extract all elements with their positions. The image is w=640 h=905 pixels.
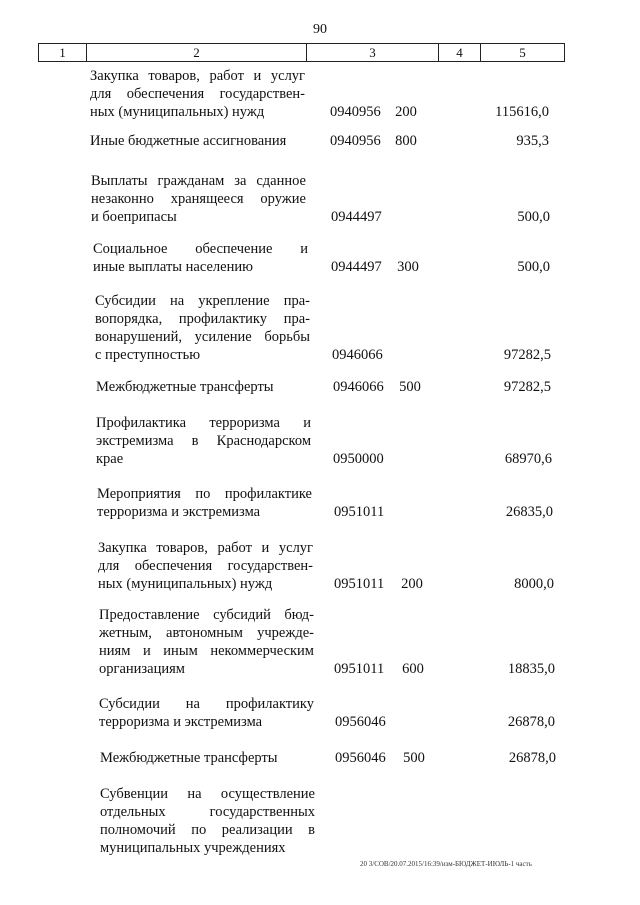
row-expense-type: 200 bbox=[395, 104, 417, 120]
description-line: и боеприпасы bbox=[91, 209, 177, 225]
row-code: 0951011 bbox=[334, 504, 385, 520]
row-expense-type: 300 bbox=[397, 259, 419, 275]
row-description bbox=[98, 539, 313, 593]
row-code: 0950000 bbox=[333, 451, 384, 467]
description-line: ниям и иным некоммерческим bbox=[99, 643, 314, 659]
description-line: Субсидии на профилактику bbox=[99, 696, 314, 712]
row-description bbox=[90, 67, 305, 121]
row-amount: 97282,5 bbox=[503, 379, 551, 395]
table-row bbox=[0, 485, 640, 521]
row-description bbox=[96, 414, 311, 468]
row-amount: 500,0 bbox=[517, 259, 550, 275]
row-code: 0956046 bbox=[335, 714, 386, 730]
row-description bbox=[96, 378, 311, 396]
description-line: ных (муниципальных) нужд bbox=[98, 576, 273, 592]
row-expense-type: 200 bbox=[401, 576, 423, 592]
table-row bbox=[0, 749, 640, 767]
description-line: жетным, автономным учрежде- bbox=[99, 625, 314, 641]
description-line: полномочий по реализации в bbox=[100, 822, 315, 838]
row-amount: 68970,6 bbox=[504, 451, 552, 467]
row-amount: 97282,5 bbox=[503, 347, 551, 363]
table-row bbox=[0, 695, 640, 731]
description-line: Межбюджетные трансферты bbox=[96, 379, 274, 395]
row-expense-type: 500 bbox=[403, 750, 425, 766]
description-line: терроризма и экстремизма bbox=[97, 504, 261, 520]
row-expense-type: 800 bbox=[395, 133, 417, 149]
description-line: Межбюджетные трансферты bbox=[100, 750, 278, 766]
row-description bbox=[95, 292, 310, 364]
table-row bbox=[0, 606, 640, 678]
row-expense-type: 600 bbox=[402, 661, 424, 677]
row-amount: 8000,0 bbox=[514, 576, 554, 592]
row-expense-type: 500 bbox=[399, 379, 421, 395]
description-line: муниципальных учреждениях bbox=[100, 840, 286, 856]
description-line: экстремизма в Краснодарском bbox=[96, 433, 311, 449]
description-line: Иные бюджетные ассигнования bbox=[90, 133, 287, 149]
row-description bbox=[100, 785, 315, 857]
row-code: 0951011 bbox=[334, 661, 385, 677]
row-code: 0940956 bbox=[330, 104, 381, 120]
header-col-2: 2 bbox=[87, 44, 307, 61]
description-line: иные выплаты населению bbox=[93, 259, 253, 275]
description-line: Социальное обеспечение и bbox=[93, 241, 308, 257]
row-code: 0940956 bbox=[330, 133, 381, 149]
description-line: с преступностью bbox=[95, 347, 201, 363]
table-row bbox=[0, 378, 640, 396]
row-amount: 115616,0 bbox=[495, 104, 549, 120]
page-number: 90 bbox=[313, 22, 327, 37]
row-description bbox=[91, 172, 306, 226]
description-line: Выплаты гражданам за сданное bbox=[91, 173, 306, 189]
row-code: 0944497 bbox=[331, 209, 382, 225]
row-amount: 26878,0 bbox=[508, 750, 556, 766]
description-line: для обеспечения государствен- bbox=[90, 86, 305, 102]
description-line: крае bbox=[96, 451, 124, 467]
table-row bbox=[0, 240, 640, 276]
row-amount: 26878,0 bbox=[507, 714, 555, 730]
description-line: Мероприятия по профилактике bbox=[97, 486, 312, 502]
description-line: вопорядка, профилактику пра- bbox=[95, 311, 310, 327]
footer-stamp: 20 3/СОВ/20.07.2015/16:39/изм-БЮДЖЕТ-ИЮЛЬ-1 часть bbox=[360, 860, 532, 868]
table-row bbox=[0, 132, 640, 150]
table-row bbox=[0, 292, 640, 364]
row-amount: 18835,0 bbox=[507, 661, 555, 677]
description-line: вонарушений, усиление борьбы bbox=[95, 329, 310, 345]
row-description bbox=[99, 695, 314, 731]
row-code: 0944497 bbox=[331, 259, 382, 275]
description-line: организациям bbox=[99, 661, 185, 677]
row-code: 0946066 bbox=[333, 379, 384, 395]
description-line: терроризма и экстремизма bbox=[99, 714, 263, 730]
header-col-4: 4 bbox=[439, 44, 481, 61]
table-row bbox=[0, 785, 640, 857]
table-row bbox=[0, 67, 640, 121]
row-code: 0956046 bbox=[335, 750, 386, 766]
description-line: незаконно хранящееся оружие bbox=[91, 191, 306, 207]
row-description bbox=[93, 240, 308, 276]
table-row bbox=[0, 172, 640, 226]
row-amount: 500,0 bbox=[517, 209, 550, 225]
row-description bbox=[99, 606, 314, 678]
header-col-5: 5 bbox=[519, 45, 526, 60]
description-line: Закупка товаров, работ и услуг bbox=[90, 68, 305, 84]
description-line: Профилактика терроризма и bbox=[96, 415, 311, 431]
row-description bbox=[97, 485, 312, 521]
table-header bbox=[38, 43, 565, 62]
header-col-3: 3 bbox=[307, 44, 439, 61]
header-col-1: 1 bbox=[39, 44, 87, 61]
row-description bbox=[90, 132, 305, 150]
description-line: отдельных государственных bbox=[100, 804, 315, 820]
description-line: Субсидии на укрепление пра- bbox=[95, 293, 310, 309]
row-description bbox=[100, 749, 315, 767]
row-code: 0951011 bbox=[334, 576, 385, 592]
row-amount: 26835,0 bbox=[505, 504, 553, 520]
table-row bbox=[0, 539, 640, 593]
description-line: Закупка товаров, работ и услуг bbox=[98, 540, 313, 556]
description-line: Субвенции на осуществление bbox=[100, 786, 315, 802]
row-code: 0946066 bbox=[332, 347, 383, 363]
row-amount: 935,3 bbox=[516, 133, 549, 149]
table-row bbox=[0, 414, 640, 468]
description-line: Предоставление субсидий бюд- bbox=[99, 607, 314, 623]
description-line: для обеспечения государствен- bbox=[98, 558, 313, 574]
description-line: ных (муниципальных) нужд bbox=[90, 104, 265, 120]
